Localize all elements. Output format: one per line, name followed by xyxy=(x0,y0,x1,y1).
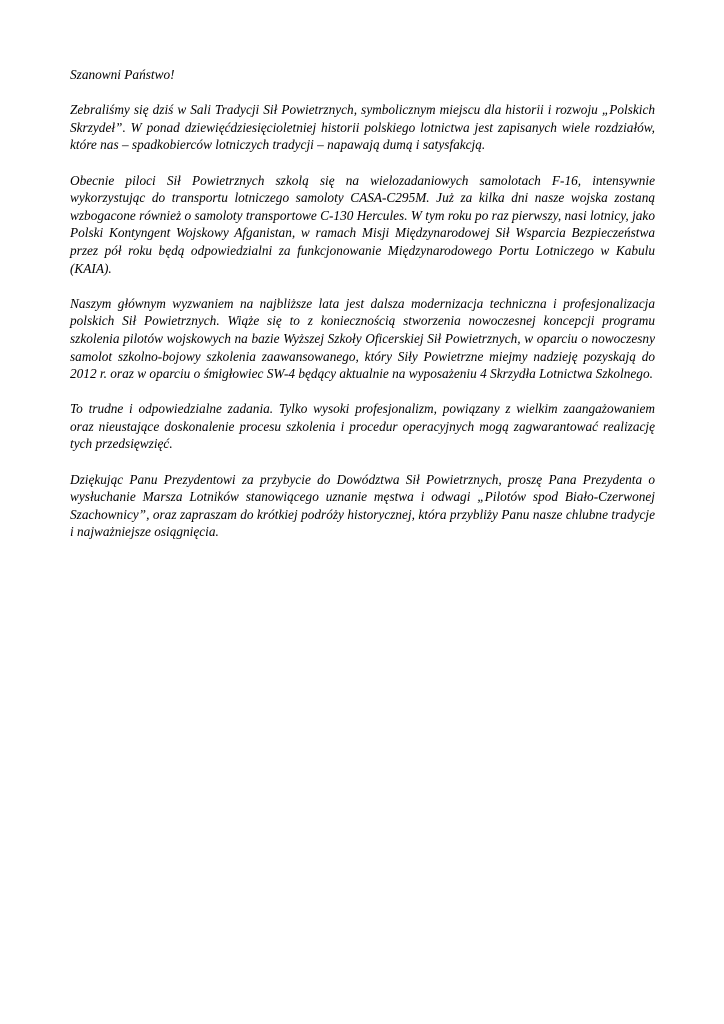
paragraph-2: Obecnie piloci Sił Powietrznych szkolą się na wielozadaniowych samolotach F-16, intensywnie wykorzystując do transportu lotniczego samoloty CASA-C295M. Już za kilka dni nasze wojska zostaną wzbogacone również o samoloty transportowe C-130 Hercules. W tym roku po raz pierwszy, nasi lotnicy, jako Polski Kontyngent Wojskowy Afganistan, w ramach Misji Międzynarodowej Sił Wsparcia Bezpieczeństwa przez pół roku będą odpowiedzialni za funkcjonowanie Międzynarodowego Portu Lotniczego w Kabulu (KAIA). xyxy=(70,172,655,276)
paragraph-4: To trudne i odpowiedzialne zadania. Tylko wysoki profesjonalizm, powiązany z wielkim zaangażowaniem oraz nieustające doskonalenie procesu szkolenia i procedur operacyjnych mogą zagwarantować realizację tych przedsięwzięć. xyxy=(70,401,655,452)
document-body xyxy=(70,66,655,541)
paragraph-1: Zebraliśmy się dziś w Sali Tradycji Sił Powietrznych, symbolicznym miejscu dla historii i rozwoju „Polskich Skrzydeł”. W ponad dziewięćdziesięcioletniej historii polskiego lotnictwa jest zapisanych wiele rozdziałów, które nas – spadkobierców lotniczych tradycji – napawają dumą i satysfakcją. xyxy=(70,102,655,153)
greeting: Szanowni Państwo! xyxy=(70,67,175,82)
paragraph-3: Naszym głównym wyzwaniem na najbliższe lata jest dalsza modernizacja techniczna i profesjonalizacja polskich Sił Powietrznych. Wiąże się to z koniecznością stworzenia nowoczesnej koncepcji programu szkolenia pilotów wojskowych na bazie Wyższej Szkoły Oficerskiej Sił Powietrznych, w oparciu o nowoczesny samolot szkolno-bojowy szkolenia zaawansowanego, który Siły Powietrzne miejmy nadzieję pozyskają do 2012 r. oraz w oparciu o śmigłowiec SW-4 będący aktualnie na wyposażeniu 4 Skrzydła Lotnictwa Szkolnego. xyxy=(70,295,655,382)
paragraph-5: Dziękując Panu Prezydentowi za przybycie do Dowództwa Sił Powietrznych, proszę Pana Prezydenta o wysłuchanie Marsza Lotników stanowiącego uznanie męstwa i odwagi „Pilotów spod Biało-Czerwonej Szachownicy”, oraz zapraszam do krótkiej podróży historycznej, która przybliży Panu nasze chlubne tradycje i najważniejsze osiągnięcia. xyxy=(70,471,655,540)
